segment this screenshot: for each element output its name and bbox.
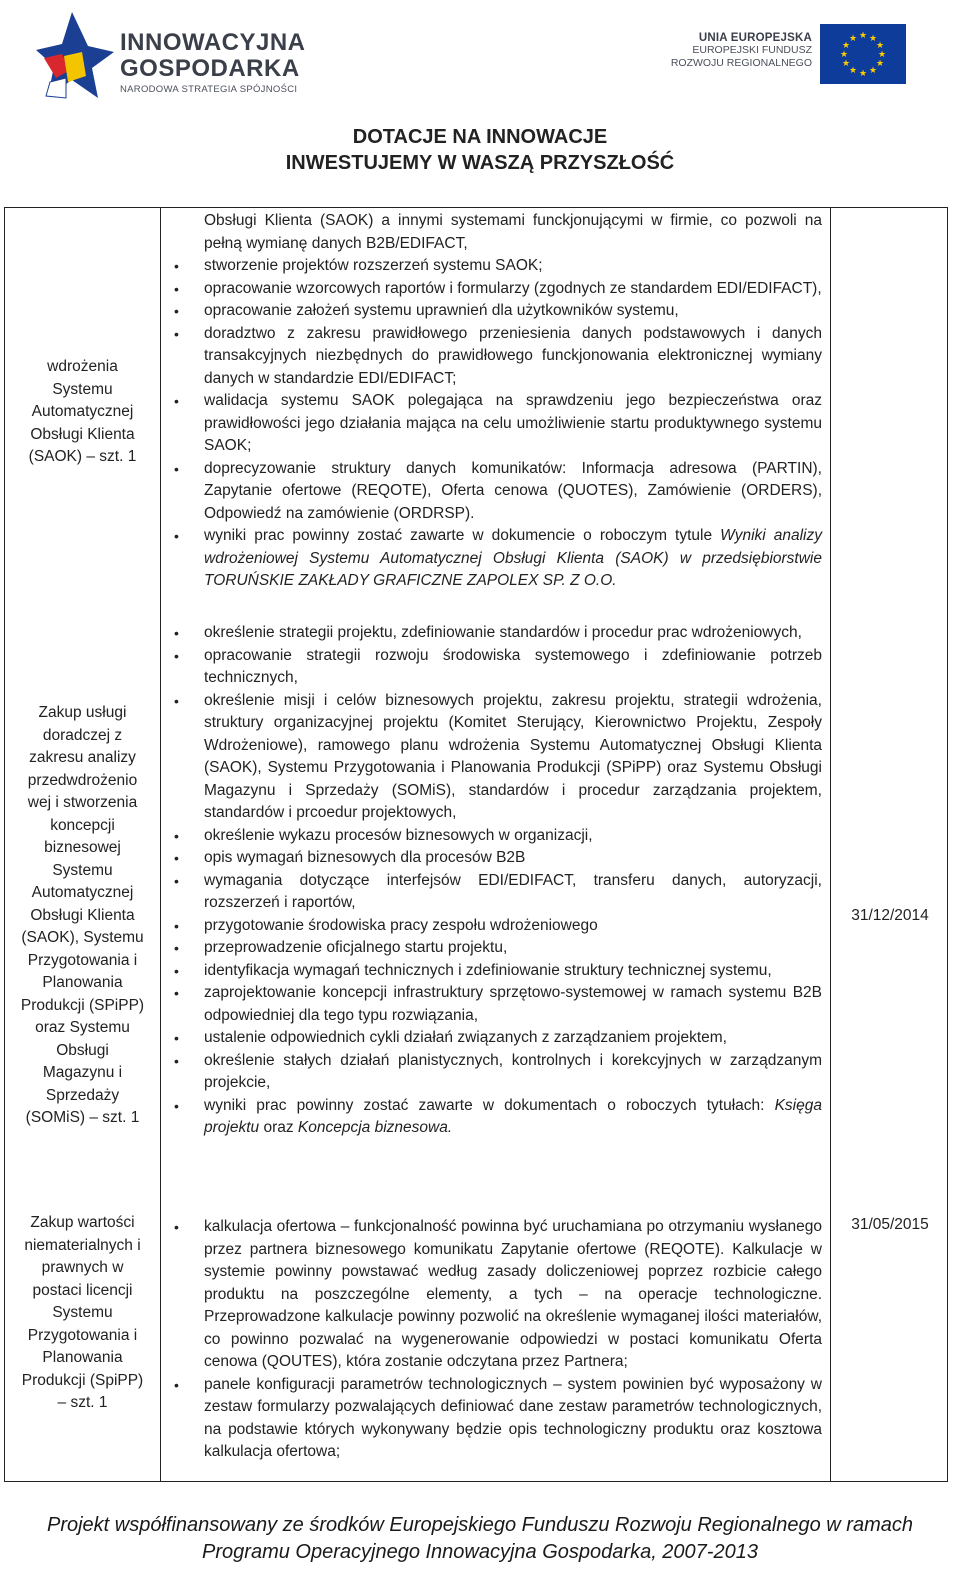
svg-text:★: ★ — [858, 69, 868, 79]
row2-item-line: Magazynu i — [42, 1064, 123, 1081]
list-item: • opracowanie wzorcowych raportów i formularzy (zgodnych ze standardem EDI/EDIFACT), — [168, 278, 822, 301]
bullet-text: oraz — [259, 1119, 298, 1136]
row1-item-line: wdrożenia — [47, 358, 118, 375]
bullet-text: wyniki prac powinny zostać zawarte w dokumentach o roboczych tytułach: — [204, 1096, 775, 1114]
svg-text:★: ★ — [848, 66, 858, 76]
row1-item-line: Obsługi Klienta — [30, 425, 135, 443]
row2-item-line: Zakup usługi — [38, 704, 127, 721]
row2-item-line: wej i stworzenia — [27, 794, 138, 811]
document-title: Koncepcja biznesowa. — [297, 1119, 453, 1136]
logo-left-line3: NARODOWA STRATEGIA SPÓJNOŚCI — [120, 84, 298, 95]
logo-left-line1: INNOWACYJNA — [120, 29, 306, 56]
row3-item-name — [5, 1212, 160, 1415]
row2-item-line: zakresu analizy — [29, 749, 136, 766]
list-item — [168, 1095, 822, 1140]
row3-item-line: Planowania — [42, 1349, 123, 1366]
bullet-text: wyniki prac powinny zostać zawarte w dokumencie o roboczym tytule — [204, 527, 721, 544]
row1-item-line: Automatycznej — [31, 403, 134, 420]
row3-date: 31/05/2015 — [851, 1216, 929, 1233]
row2-item-name — [5, 702, 160, 1130]
row2-item-line: Przygotowania i — [27, 951, 138, 969]
svg-text:★: ★ — [858, 31, 868, 41]
svg-text:★: ★ — [868, 34, 878, 44]
footer-line1: Projekt współfinansowany ze środków Europejskiego Funduszu Rozwoju Regionalnego w ramach — [46, 1514, 913, 1536]
row2-item-line: przedwdrożenio — [27, 771, 138, 789]
content-table — [4, 207, 948, 1482]
svg-text:★: ★ — [877, 50, 887, 60]
list-item: • wymagania dotyczące interfejsów EDI/EDIFACT, transferu danych, autoryzacji, rozszerzeń i raportów, — [168, 870, 822, 915]
headline-line1: DOTACJE NA INNOWACJE — [352, 126, 608, 148]
row2-item-line: biznesowej — [44, 839, 121, 856]
row2-date: 31/12/2014 — [851, 907, 929, 924]
list-item: • przygotowanie środowiska pracy zespołu wdrożeniowego — [168, 915, 822, 938]
list-item: • przeprowadzenie oficjalnego startu projektu, — [168, 937, 822, 960]
list-item: • ustalenie odpowiednich cykli działań związanych z zarządzaniem projektem, — [168, 1027, 822, 1050]
list-item: • doprecyzowanie struktury danych komunikatów: Informacja adresowa (PARTIN), Zapytanie ofertowe (REQOTE), Oferta cenowa (QUOTES), Zamówienie (ORDERS), Odpowiedź na zamówienie (ORDRSP). — [168, 458, 822, 526]
list-item: • określenie misji i celów biznesowych projektu, zakresu projektu, strategii wdrożenia, struktury organizacyjnej projektu (Komitet Sterujący, Kierownictwo Projektu, Zespoły Wdrożeniowe), ramowego planu wdrożenia Systemu Automatycznej Obsługi Klienta (SAOK), Systemu Przygotowania i Planowania Produkcji (SPiPP) oraz Systemu Obsługi Magazynu i Sprzedaży (SOMiS), standardów i procedur zarządzania projektem, standardów i prcoedur projektowych, — [168, 690, 822, 825]
row1-lead-text: Obsługi Klienta (SAOK) a innymi systemami funckjonującymi w firmie, co pozwoli na pełną wymianę danych B2B/EDIFACT, — [204, 212, 822, 252]
row2-item-line: Obsługi — [56, 1041, 109, 1059]
row2-bullet-list — [168, 622, 822, 1140]
list-item: • opis wymagań biznesowych dla procesów B2B — [168, 847, 822, 870]
page-headline — [0, 124, 960, 176]
eu-logo-line1: UNIA EUROPEJSKA — [698, 32, 812, 44]
list-item: • walidacja systemu SAOK polegająca na sprawdzeniu jego bezpieczeństwa oraz prawidłowości jego działania mająca na celu umożliwienie startu produktywnego systemu SAOK; — [168, 390, 822, 458]
logo-left-line2: GOSPODARKA — [120, 55, 300, 82]
row2-item-line: oraz Systemu — [35, 1019, 130, 1036]
list-item: • identyfikacja wymagań technicznych i zdefiniowanie struktury technicznej systemu, — [168, 960, 822, 983]
list-item: • określenie stałych działań planistycznych, kontrolnych i korekcyjnych w zarządzanym projekcie, — [168, 1050, 822, 1095]
eu-flag-icon — [820, 24, 906, 84]
row1-item-name — [5, 356, 160, 469]
row2-item-line: (SOMiS) – szt. 1 — [25, 1109, 140, 1126]
row2-item-line: Systemu — [52, 861, 113, 879]
list-item: • kalkulacja ofertowa – funkcjonalność powinna być uruchamiana po otrzymaniu wysłanego przez partnera biznesowego komunikatu Zapytanie ofertowe (REQOTE). Kalkulacje w systemie powinny powstawać według zasady doliczeniowej poprzez rozbicie całego produktu na poszczególne elementy, a tych – na operacje technologiczne. Przeprowadzone kalkulacje powinny pozwolić na określenie wymaganej ilości materiałów, co powinno pozwalać na wygenerowanie odpowiedzi w postaci komunikatu Oferta cenowa (QOUTES), która zostanie odczytana przez Partnera; — [168, 1216, 822, 1374]
svg-text:★: ★ — [839, 50, 849, 60]
eu-logo-line3: ROZWOJU REGIONALNEGO — [670, 57, 812, 69]
svg-text:★: ★ — [841, 59, 851, 69]
footer-note — [0, 1512, 960, 1566]
list-item: • doradztwo z zakresu prawidłowego przeniesienia danych podstawowych i danych transakcyjnych niezbędnych do prawidłowego funckjonowania elektronicznej wymiany danych w standardzie EDI/EDIFACT; — [168, 323, 822, 391]
list-item: • zaprojektowanie koncepcji infrastruktury sprzętowo-systemowej w ramach systemu B2B odpowiedniej dla tego typu rozwiązania, — [168, 982, 822, 1027]
row3-item-line: Zakup wartości — [30, 1214, 135, 1231]
row2-item-line: koncepcji — [50, 816, 115, 834]
row3-item-line: prawnych w — [41, 1259, 124, 1276]
row2-item-line: Automatycznej — [31, 884, 134, 901]
row2-item-line: Produkcji (SPiPP) — [20, 996, 145, 1014]
svg-text:★: ★ — [875, 41, 885, 51]
row3-item-line: Produkcji (SpiPP) — [21, 1371, 144, 1389]
svg-text:★: ★ — [875, 59, 885, 69]
list-item: • opracowanie założeń systemu uprawnień dla użytkowników systemu, — [168, 300, 822, 323]
row3-item-line: postaci licencji — [32, 1281, 133, 1299]
svg-text:★: ★ — [868, 66, 878, 76]
list-item: • stworzenie projektów rozszerzeń systemu SAOK; — [168, 255, 822, 278]
svg-text:★: ★ — [841, 41, 851, 51]
list-item: • panele konfiguracji parametrów technologicznych – system powinien być wyposażony w zestaw formularzy pozwalających definiować dane zestaw parametrów technologicznych, na podstawie których wykonywany będzie opis technologiczny produktu oraz kosztowa kalkulacja ofertowa; — [168, 1374, 822, 1464]
footer-line2: Programu Operacyjnego Innowacyjna Gospodarka, 2007-2013 — [202, 1541, 758, 1563]
document-title: Księga projektu — [204, 1096, 822, 1136]
list-item: • określenie strategii projektu, zdefiniowanie standardów i procedur prac wdrożeniowych, — [168, 622, 822, 645]
star-logo-icon — [36, 8, 116, 100]
row2-item-line: doradczej z — [42, 726, 123, 744]
row3-item-line: Przygotowania i — [27, 1326, 138, 1344]
row2-item-line: Sprzedaży — [45, 1086, 120, 1104]
row2-item-line: Planowania — [42, 974, 123, 991]
eu-logo-line2: EUROPEJSKI FUNDUSZ — [692, 44, 812, 56]
list-item — [168, 525, 822, 593]
innowacyjna-gospodarka-logo — [36, 8, 336, 102]
eu-logo — [650, 22, 920, 92]
row1-item-line: Systemu — [52, 380, 113, 398]
table-divider-left — [160, 208, 161, 1481]
row3-bullet-list — [168, 1216, 822, 1464]
headline-line2: INWESTUJEMY W WASZĄ PRZYSZŁOŚĆ — [285, 152, 675, 174]
list-item: • opracowanie strategii rozwoju środowiska systemowego i zdefiniowanie potrzeb technicznych, — [168, 645, 822, 690]
list-item: • określenie wykazu procesów biznesowych w organizacji, — [168, 825, 822, 848]
row3-item-line: – szt. 1 — [57, 1394, 108, 1411]
svg-text:★: ★ — [848, 34, 858, 44]
row3-description — [168, 1216, 822, 1464]
row1-item-line: (SAOK) – szt. 1 — [28, 448, 137, 465]
table-divider-right — [830, 208, 831, 1481]
row2-description — [168, 622, 822, 1140]
row3-item-line: niematerialnych i — [24, 1236, 141, 1254]
row2-item-line: (SAOK), Systemu — [21, 929, 144, 946]
row2-item-line: Obsługi Klienta — [30, 906, 135, 924]
row1-bullet-list — [168, 255, 822, 593]
document-title: Wyniki analizy wdrożeniowej Systemu Automatycznej Obsługi Klienta (SAOK) w przedsiębiorstwie TORUŃSKIE ZAKŁADY GRAFICZNE ZAPOLEX SP. Z O.O. — [204, 527, 822, 589]
row3-item-line: Systemu — [52, 1304, 113, 1321]
row1-description — [168, 210, 822, 593]
